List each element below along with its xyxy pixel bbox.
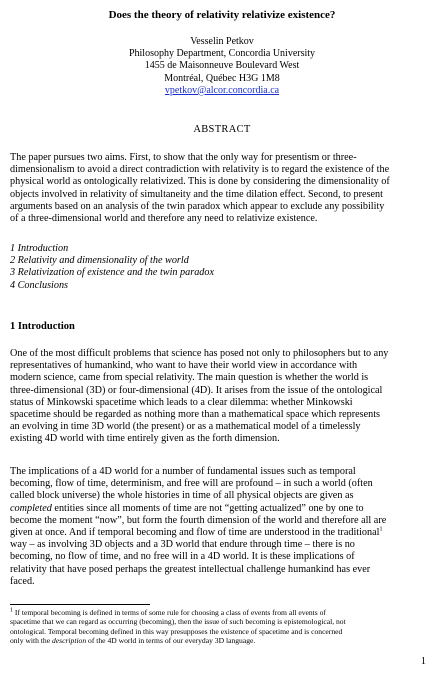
paragraph-line: modern science, came from special relativity. The main question is whether the world is: [10, 372, 369, 384]
emphasis-completed: completed: [10, 502, 52, 514]
paragraph-line: One of the most difficult problems that science has posed not only to philosophers but to any: [10, 348, 389, 359]
author-email-link[interactable]: vpetkov@alcor.concordia.ca: [164, 84, 280, 96]
section-heading: 1 Introduction: [10, 321, 75, 332]
footnote-line: [10, 636, 435, 645]
footnote-line: spacetime that we can regard as occurring (becoming), then the issue of such becoming is epistemological, not: [10, 617, 346, 627]
toc-item: 3 Relativization of existence and the twin paradox: [10, 267, 214, 279]
paragraph-line: [10, 503, 435, 515]
paragraph-line: way – as involving 3D objects and a 3D world that endure through time – there is no: [10, 539, 355, 551]
footnote-line: ontological. Temporal becoming defined in this way presupposes the existence of spacetime and is concerned: [10, 626, 343, 636]
paragraph-line: an evolving in time 3D world (the present) or as a mathematical model of a timelessly: [10, 421, 361, 433]
footnote-line: [10, 608, 435, 617]
paragraph-line-text: given at once. And if temporal becoming and flow of time are understood in the traditional: [10, 527, 380, 539]
footnote-line-text: If temporal becoming is defined in terms of some rule for choosing a class of events from all events of: [13, 608, 326, 617]
page-number: 1: [420, 656, 426, 667]
toc-item: 1 Introduction: [10, 243, 69, 254]
author-street: 1455 de Maisonneuve Boulevard West: [144, 60, 300, 72]
abstract-body: [10, 152, 435, 225]
abstract-line: physical world as ontologically relativized. This is done by considering the dimensionality of: [10, 176, 390, 188]
author-city: Montréal, Québec H3G 1M8: [164, 72, 280, 84]
footnote-line-text: of the 4D world in terms of our everyday 3D language.: [86, 635, 256, 645]
toc-item: 4 Conclusions: [10, 279, 69, 291]
author-department: Philosophy Department, Concordia University: [128, 48, 316, 60]
paragraph-line: existing 4D world with time entirely given as the forth dimension.: [10, 433, 280, 445]
paragraph-line: called block universe) the whole histories in time of all physical objects are given as: [10, 490, 354, 502]
author-name: Vesselin Petkov: [190, 36, 254, 47]
paragraph-line: spacetime should be regarded as nothing more than a mathematical space which represents: [10, 409, 381, 421]
footnote-mark: 1: [10, 607, 13, 614]
emphasis-description: description: [51, 635, 87, 645]
author-block: [0, 36, 444, 97]
paragraph-line: relativity that have posed perhaps the greatest intellectual challenge humankind has ever: [10, 563, 371, 575]
paragraph-line: faced.: [10, 575, 35, 587]
footnote: [10, 608, 435, 645]
paragraph-line: representatives of humankind, who want to have their world view in accordance with: [10, 360, 358, 372]
table-of-contents: [10, 243, 435, 292]
footnote-divider: [10, 604, 150, 605]
abstract-heading: ABSTRACT: [193, 124, 251, 135]
paragraph-line: [10, 527, 435, 539]
paragraph-line: becoming, flow of time, determinism, and free will are profound – in such a world (often: [10, 478, 373, 490]
abstract-line: objects involved in relativity of simultaneity and the time dilation effect. Second, to present: [10, 188, 383, 200]
intro-paragraph-1: [10, 348, 435, 446]
footnote-reference[interactable]: 1: [379, 526, 383, 533]
abstract-line: The paper pursues two aims. First, to show that the only way for presentism or three-: [10, 152, 357, 163]
abstract-line: of a three-dimensional world and therefore any need to relativize existence.: [10, 213, 318, 225]
toc-item: 2 Relativity and dimensionality of the world: [10, 255, 189, 267]
footnote-line-text: only with the: [10, 635, 52, 645]
paragraph-line: The implications of a 4D world for a number of fundamental issues such as temporal: [10, 466, 356, 477]
paragraph-line: three-dimensional (3D) or four-dimensional (4D). It arises from the issue of the ontological: [10, 384, 383, 396]
paragraph-line: become the moment “now”, but form the fourth dimension of the world and therefore all are: [10, 514, 387, 526]
paper-title: Does the theory of relativity relativize existence?: [108, 9, 336, 21]
paragraph-line-text: entities since all moments of time are not “getting actualized” one by one to: [51, 502, 364, 514]
abstract-line: arguments based on an analysis of the twin paradox which appear to exclude any possibility: [10, 200, 385, 212]
abstract-line: dimensionalism to avoid a direct contradiction with relativity is to regard the existence of the: [10, 164, 390, 176]
intro-paragraph-2: [10, 466, 435, 588]
paragraph-line: status of Minkowski spacetime which leads to a clear dilemma: whether Minkowski: [10, 396, 353, 408]
paragraph-line: becoming, no flow of time, and no free will in a 4D world. It is these implications of: [10, 551, 355, 563]
